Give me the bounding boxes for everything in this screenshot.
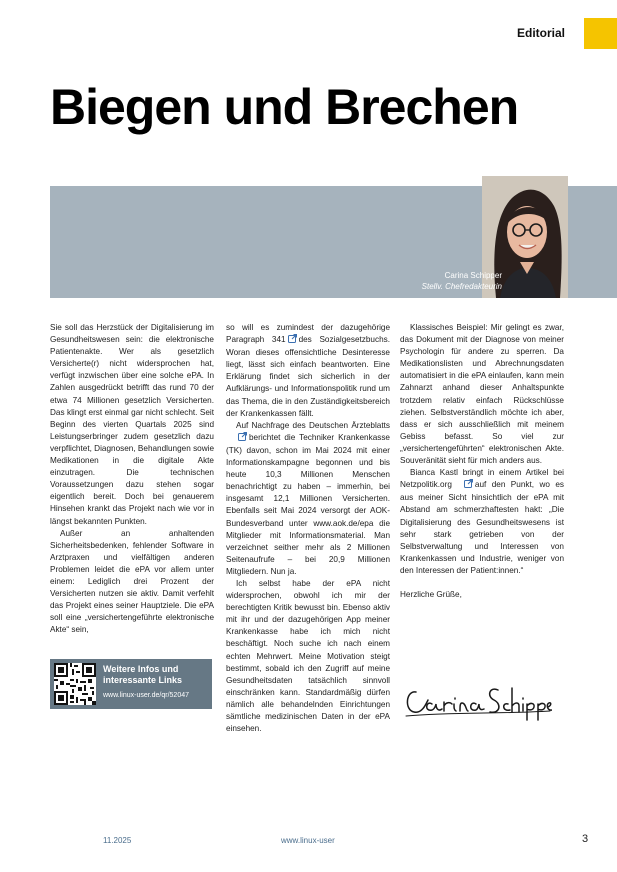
paragraph: Bianca Kastl bringt in einem Artikel bei Netzpolitik.org auf den Punkt, wo es aus meiner Sicht hinsichtlich der ePA mit Abstand am schmerzhaftesten hakt: „Die Digitalisierung des Gesundheitswesens ist sehr stark getrieben von der Selbstverwaltung und Interessen von Krankenkassen und Industrie, weniger von den Interessen der Patient:innen.“ (400, 468, 564, 575)
author-name: Carina Schipper (444, 271, 502, 280)
footer-date: 11.2025 (103, 836, 132, 845)
footer-site[interactable]: www.linux-user (281, 836, 335, 845)
qr-info-box[interactable] (50, 659, 212, 709)
page-number: 3 (582, 833, 589, 845)
author-byline (422, 270, 502, 292)
paragraph: so will es zumindest der dazugehörige Paragraph 341 des Sozialgesetzbuchs. Woran dieses offensichtliche Desinteresse liegt, lässt sich einfach beantworten. Eine Erklärung findet sich sicherlich in der Aufklärungs- und Informationspolitik rund um das Thema, die in den Zuständigkeitsbereich der Krankenkassen fällt. (226, 323, 390, 418)
text-column-3 (400, 322, 564, 601)
external-link-icon[interactable] (454, 479, 473, 492)
greeting: Herzliche Grüße, (400, 589, 462, 599)
paragraph: Außer an anhaltenden Sicherheitsbedenken, fehlender Software in Arztpraxen und vielfältigen anderen Problemen leidet die ePA vor allem unter einem: Lediglich drei Prozent der Versicherten nutzen sie aktiv. Damit verfehlt das Projekt eines seiner Hauptziele. Die ePA soll eine „versichertengeführte elektronische Akte“ sein, (50, 528, 214, 635)
paragraph: Sie soll das Herzstück der Digitalisierung im Gesundheitswesen sein: die elektronische Patientenakte. Wer als gesetzlich Versicherte(r) nicht widersprochen hat, verfügt inzwischen über eine solche ePA. In Zahlen ausgedrückt betrifft das rund 70 der etwa 74 Millionen gesetzlich Versicherten. Das klingt erst einmal gar nicht schlecht. Seit Beginn des vierten Quartals 2025 sind Leistungserbringer zudem gesetzlich dazu verpflichtet, Diagnosen, Behandlungen sowie Medikationen in die digitale Akte einzutragen. Die technischen Voraussetzungen dazu stehen sogar eigentlich bereit. Doch bei genauerem Hinsehen krankt das Projekt nach wie vor in längst bekannten Punkten. (50, 323, 214, 526)
section-label: Editorial (516, 26, 565, 40)
article-headline: Biegen und Brechen (50, 79, 519, 135)
external-link-icon[interactable] (288, 334, 297, 347)
section-color-tab (584, 18, 617, 49)
external-link-icon[interactable] (228, 432, 247, 445)
handwritten-signature (402, 678, 552, 722)
aok-link[interactable]: www.aok.de/epa (313, 518, 374, 528)
qr-code-icon[interactable] (54, 663, 96, 705)
paragraph: Klassisches Beispiel: Mir gelingt es zwar, das Dokument mit der Diagnose von meiner Psychologin für andere zu sperren. Da Medikationslisten und Abrechnungsdaten automatisiert in die ePA einlaufen, kann mein Zahnarzt anhand dieser Anhaltspunkte trotzdem relativ einfach Rückschlüsse ziehen. Selbstverständlich möchte ich aber, dass er sich ausschließlich mit meinem Gebiss befasst. So viel zur „versichertengeführten“ elektronischen Akte. Souveränität sieht für mich anders aus. (400, 323, 564, 466)
qr-box-title: Weitere Infos und interessante Links (103, 664, 183, 685)
text-column-1 (50, 322, 214, 636)
text-column-2 (226, 322, 390, 735)
author-role: Stellv. Chefredakteurin (421, 282, 502, 291)
paragraph: Ich selbst habe der ePA nicht widersprochen, obwohl ich mir der berechtigten Kritik bewusst bin. Ebenso aktiv mit ihr und der dazugehörigen App meiner Krankenkasse habe ich mich nicht beschäftigt. Noch suche ich nach einem echten Mehrwert. Meine Motivation steigt bestimmt, sobald ich den Zugriff auf meine Gesundheitsdaten tatsächlich sinnvoll einschränken kann. Standardmäßig dürfen nämlich alle behandelnden Einrichtungen sämtliche medizinischen Daten in der ePA einsehen. (226, 578, 390, 734)
paragraph: Auf Nachfrage des Deutschen Ärzteblattsberichtet die Techniker Krankenkasse (TK) davon, schon im Mai 2024 mit einer Informationskampagne begonnen und bis heute 10,3 Millionen Menschen benachrichtigt zu haben – immerhin, bei insgesamt 12,1 Millionen Versicherten. Ebenfalls seit Mai 2024 versorgt der AOK-Bundesverband unter www.aok.de/epa die Mitglieder mit Informationsmaterial. Man verzeichnet seither mehr als 2 Millionen Seitenaufrufe – bei 20,9 Millionen Mitgliedern. Nun ja. (226, 420, 391, 576)
qr-box-url[interactable]: www.linux-user.de/qr/52047 (103, 692, 189, 699)
